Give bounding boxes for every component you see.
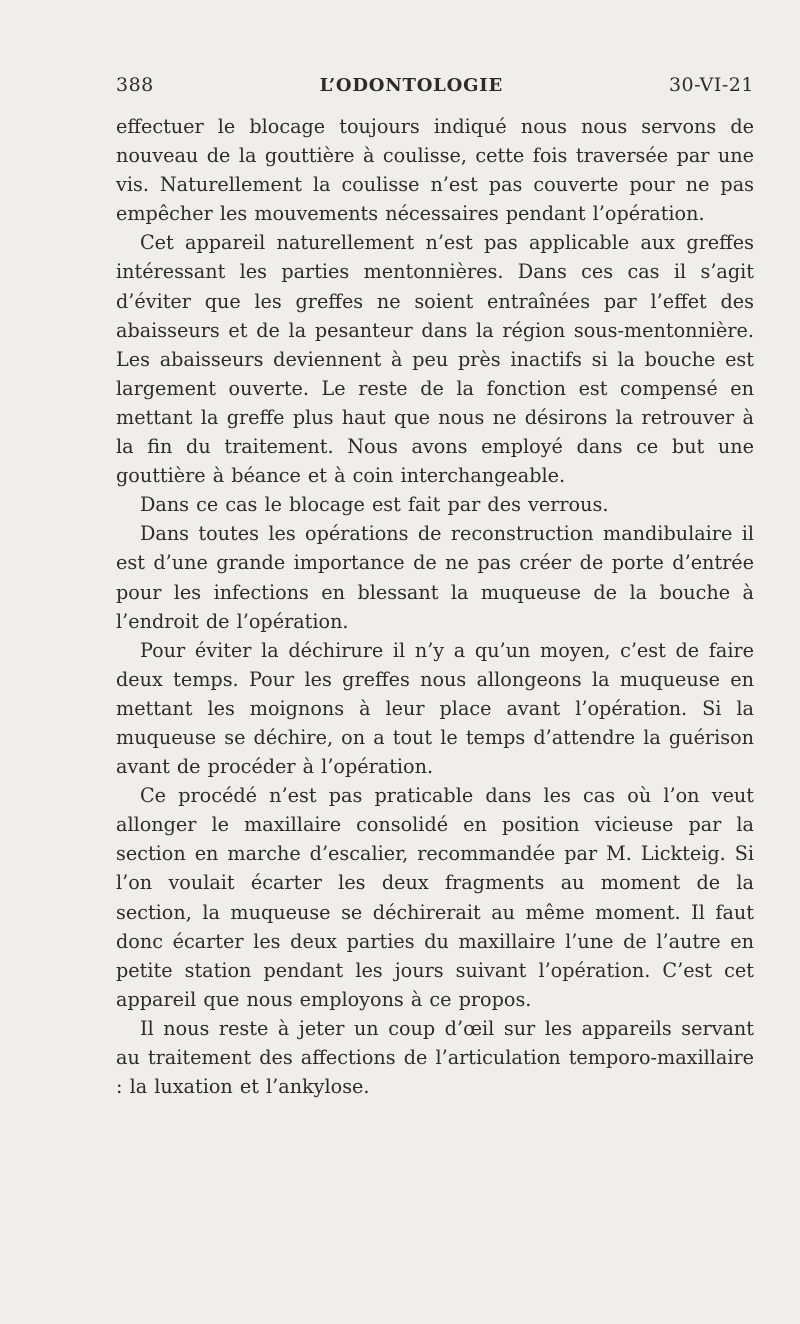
paragraph: Dans ce cas le blocage est fait par des verrous. bbox=[140, 493, 609, 517]
paragraph: effectuer le blocage toujours indiqué nous nous servons de nouveau de la gouttière à coulisse, cette fois traversée par une vis. Naturellement la coulisse n’est pas couverte pour ne pas empêcher les mouvements nécessaires pendant l’opération. bbox=[116, 115, 754, 226]
page-number: 388 bbox=[116, 74, 154, 96]
paragraph: Ce procédé n’est pas praticable dans les cas où l’on veut allonger le maxillaire consolidé en position vicieuse par la section en marche d’escalier, recommandée par M. Lickteig. Si l’on voulait écarter les deux fragments au moment de la section, la muqueuse se déchirerait au même moment. Il faut donc écarter les deux parties du maxillaire l’une de l’autre en petite station pendant les jours suivant l’opération. C’est cet appareil que nous employons à ce propos. bbox=[116, 784, 754, 1011]
running-header bbox=[116, 74, 754, 104]
journal-title: L’ODONTOLOGIE bbox=[319, 75, 504, 96]
paragraph: Dans toutes les opérations de reconstruction mandibulaire il est d’une grande importance de ne pas créer de porte d’entrée pour les infections en blessant la muqueuse de la bouche à l’endroit de l’opération. bbox=[116, 522, 754, 633]
issue-date: 30-VI-21 bbox=[668, 74, 754, 96]
paragraph: Cet appareil naturellement n’est pas applicable aux greffes intéressant les parties mentonnières. Dans ces cas il s’agit d’éviter que les greffes ne soient entraînées par l’effet des abaisseurs et de la pesanteur dans la région sous-mentonnière. Les abaisseurs deviennent à peu près inactifs si la bouche est largement ouverte. Le reste de la fonction est compensé en mettant la greffe plus haut que nous ne désirons la retrouver à la fin du traitement. Nous avons employé dans ce but une gouttière à béance et à coin interchangeable. bbox=[116, 231, 754, 488]
body-text bbox=[116, 112, 754, 1101]
paragraph: Il nous reste à jeter un coup d’œil sur les appareils servant au traitement des affections de l’articulation temporo-maxillaire : la luxation et l’ankylose. bbox=[116, 1016, 754, 1099]
paragraph: Pour éviter la déchirure il n’y a qu’un moyen, c’est de faire deux temps. Pour les greffes nous allongeons la muqueuse en mettant les moignons à leur place avant l’opération. Si la muqueuse se déchire, on a tout le temps d’attendre la guérison avant de procéder à l’opération. bbox=[116, 638, 754, 779]
